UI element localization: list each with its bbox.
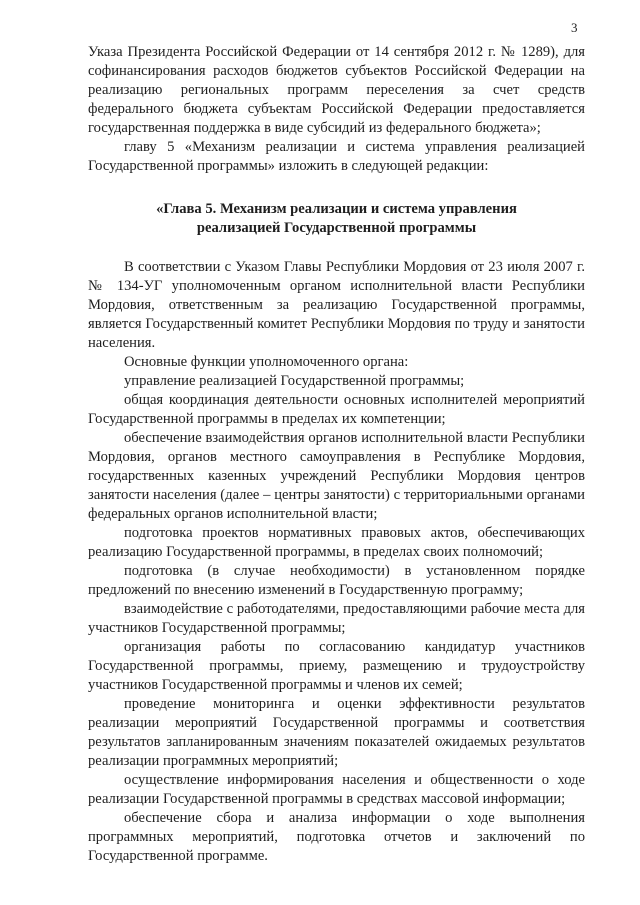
paragraph-authorized-body: В соответствии с Указом Главы Республики Мордовия от 23 июля 2007 г. № 134-УГ уполномоченным органом исполнительной власти Республики Мордовия, ответственным за реализацию Государственной программы, является Государственный комитет Республики Мордовия по труду и занятости населения. [88, 259, 585, 351]
function-item: общая координация деятельности основных исполнителей мероприятий Государственной программы в пределах их компетенции; [88, 392, 585, 427]
function-item: управление реализацией Государственной программы; [124, 373, 465, 389]
page-number: 3 [571, 20, 578, 35]
paragraph-chapter-amendment: главу 5 «Механизм реализации и система управления реализацией Государственной программы» изложить в следующей редакции: [88, 139, 585, 174]
function-item: осуществление информирования населения и общественности о ходе реализации Государственной программы в средствах массовой информации; [88, 772, 585, 807]
chapter-heading-line-2: реализацией Государственной программы [196, 220, 477, 236]
function-item: обеспечение взаимодействия органов исполнительной власти Республики Мордовия, органов местного самоуправления в Республике Мордовия, государственных казенных учреждений Республики Мордовия центров занятости населения (далее – центры занятости) с территориальными органами федеральных органов исполнительной власти; [88, 430, 585, 522]
chapter-heading-line-1: «Глава 5. Механизм реализации и система управления [156, 201, 517, 217]
document-body [88, 43, 585, 866]
paragraph-functions-intro: Основные функции уполномоченного органа: [124, 354, 409, 370]
function-item: обеспечение сбора и анализа информации о ходе выполнения программных мероприятий, подготовка отчетов и заключений по Государственной программе. [88, 810, 585, 864]
function-item: подготовка проектов нормативных правовых актов, обеспечивающих реализацию Государственной программы, в пределах своих полномочий; [88, 525, 585, 560]
paragraph-continuation: Указа Президента Российской Федерации от 14 сентября 2012 г. № 1289), для софинансирования расходов бюджетов субъектов Российской Федерации на реализацию региональных программ переселения за счет средств федерального бюджета субъектам Российской Федерации предоставляется государственная поддержка в виде субсидий из федерального бюджета»; [88, 44, 585, 136]
chapter-heading [88, 200, 585, 238]
function-item: проведение мониторинга и оценки эффективности результатов реализации мероприятий Государственной программы и соответствия результатов запланированным значениям показателей ожидаемых результатов реализации программных мероприятий; [88, 696, 585, 769]
function-item: организация работы по согласованию кандидатур участников Государственной программы, приему, размещению и трудоустройству участников Государственной программы и членов их семей; [88, 639, 585, 693]
function-item: взаимодействие с работодателями, предоставляющими рабочие места для участников Государственной программы; [88, 601, 585, 636]
function-item: подготовка (в случае необходимости) в установленном порядке предложений по внесению изменений в Государственную программу; [88, 563, 585, 598]
